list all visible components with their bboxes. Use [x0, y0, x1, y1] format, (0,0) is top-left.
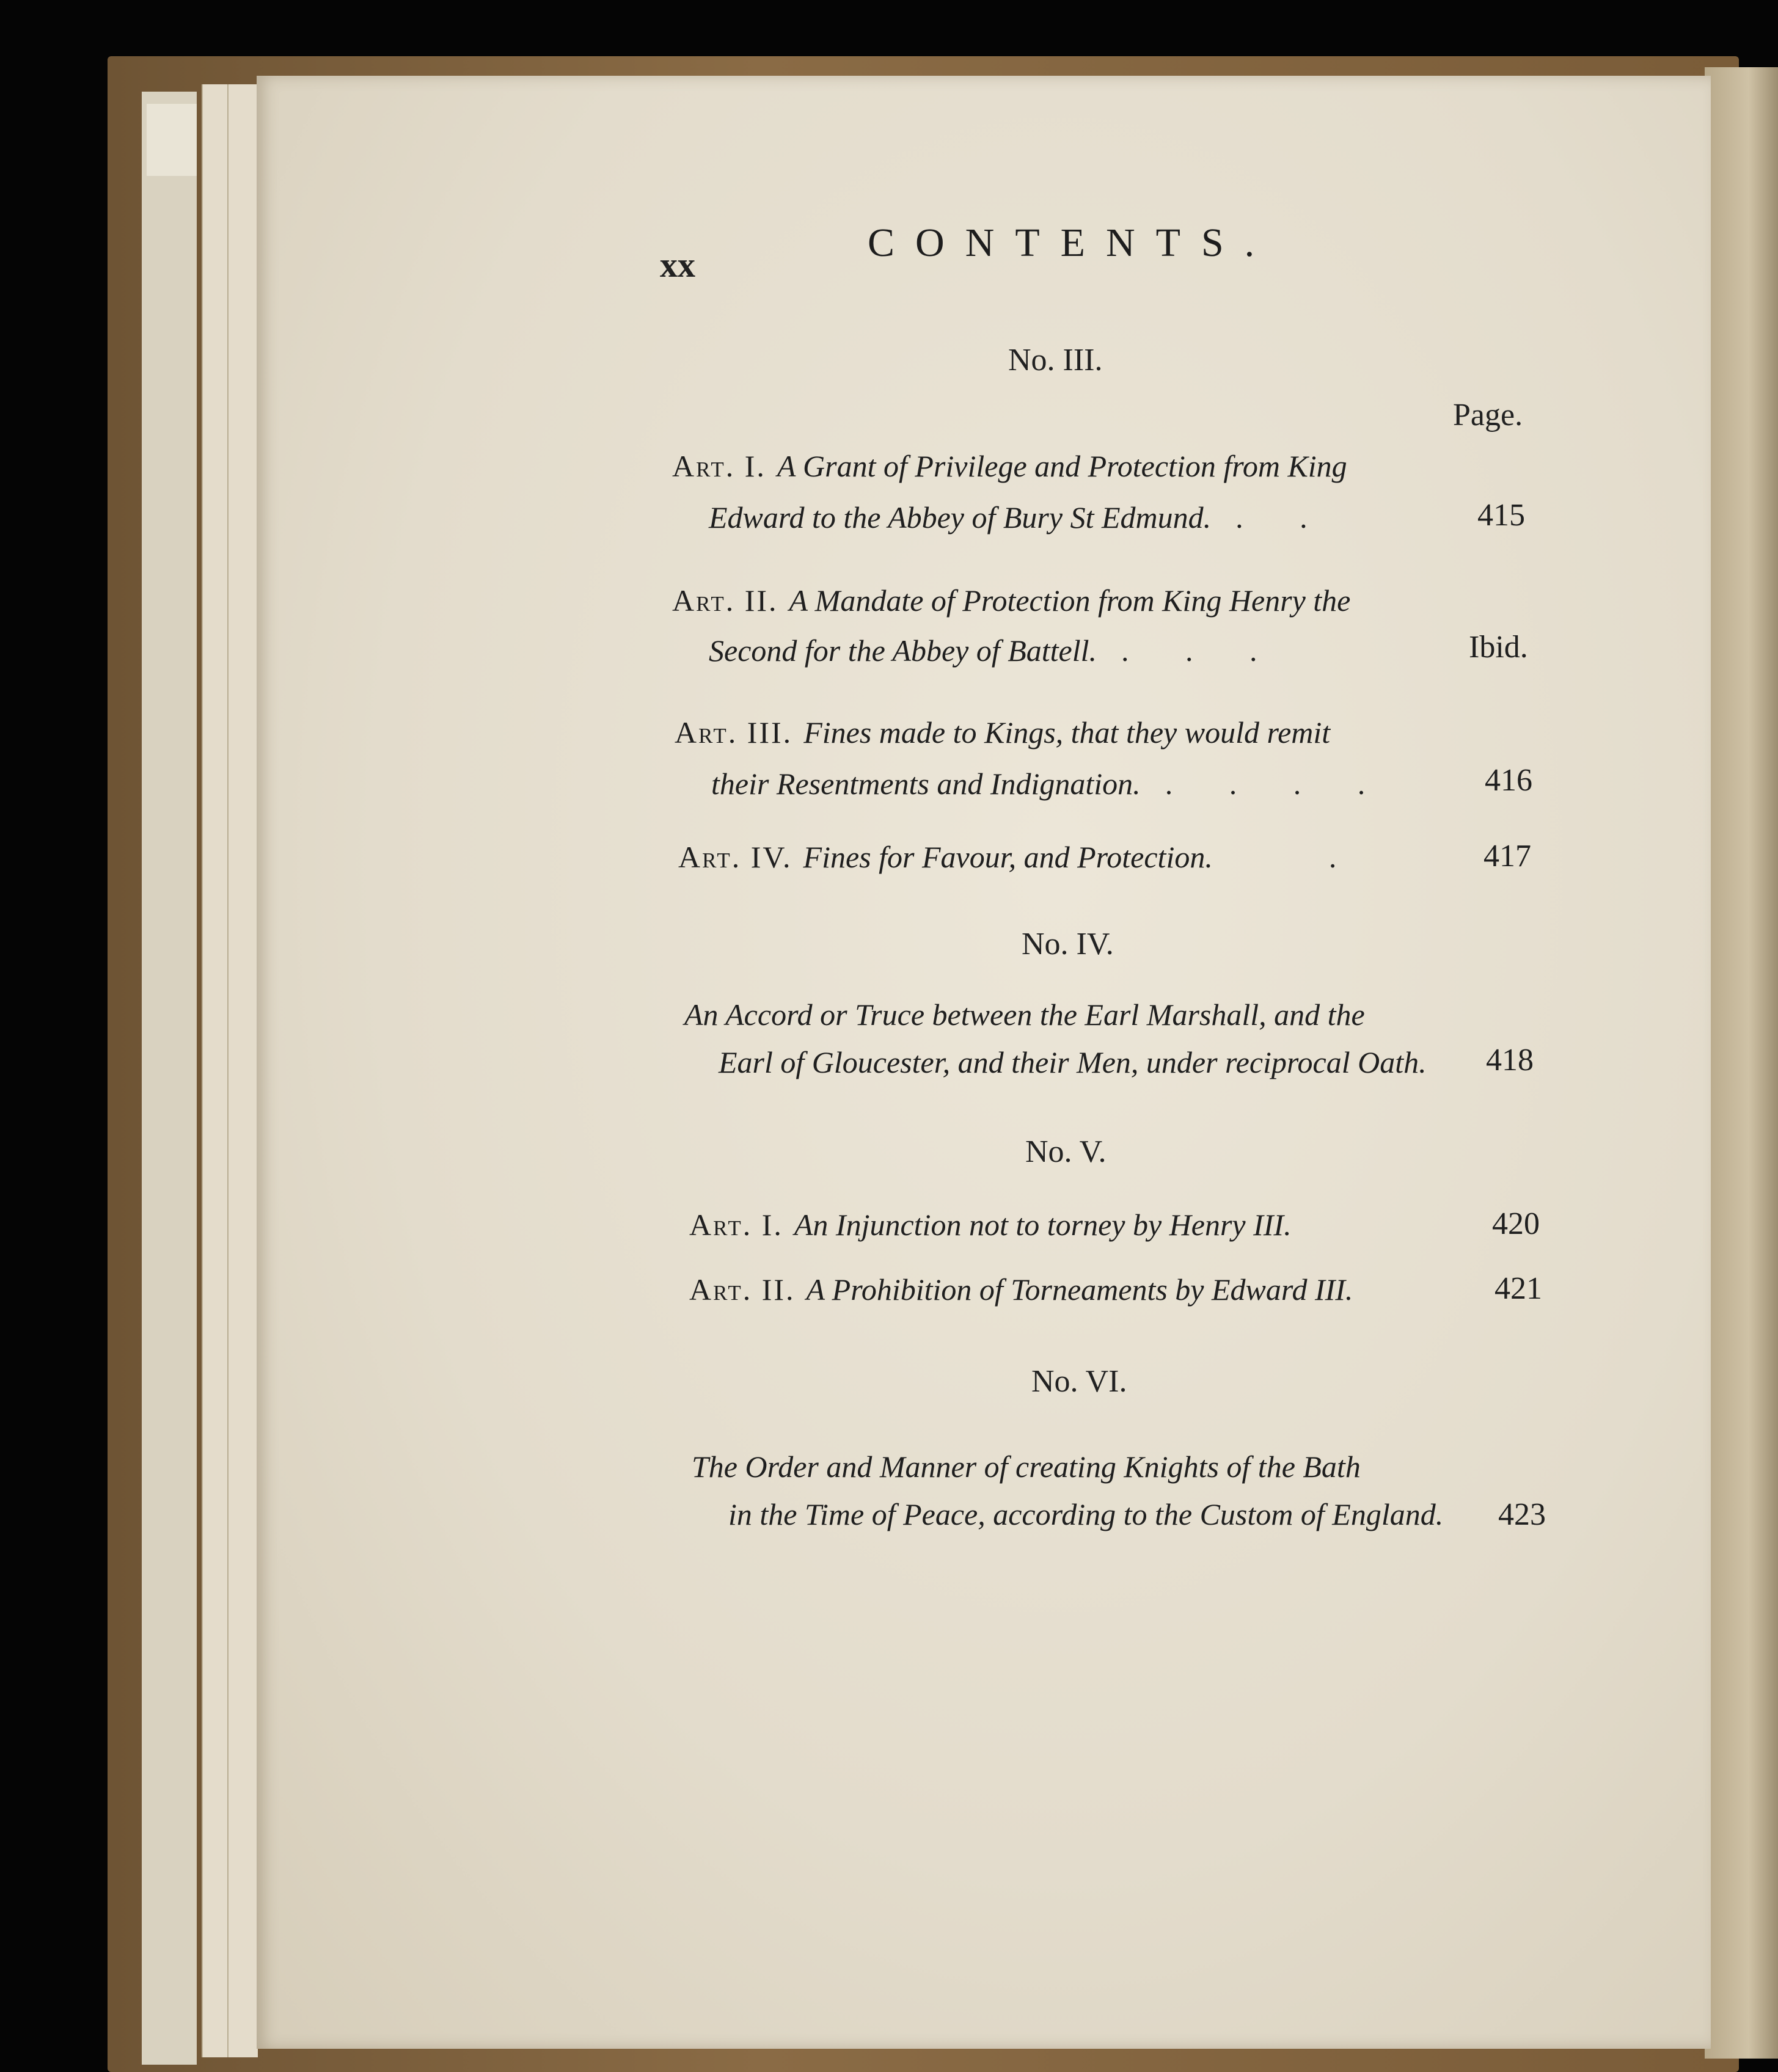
- toc-entry-line: [709, 500, 1332, 535]
- facing-page-edge: [1705, 67, 1778, 2059]
- inner-board: [142, 92, 197, 2065]
- toc-entry-line: [709, 633, 1282, 668]
- entry-title: An Injunction not to torney by Henry III.: [794, 1208, 1292, 1242]
- entry-title: A Prohibition of Torneaments by Edward III.: [806, 1272, 1353, 1307]
- entry-title: Fines for Favour, and Protection.: [803, 840, 1213, 874]
- entry-title: Second for the Abbey of Battell.: [709, 633, 1097, 668]
- entry-title: A Mandate of Protection from King Henry the: [789, 583, 1351, 618]
- entry-page-number: 417: [1483, 839, 1531, 874]
- toc-entry-line: [684, 997, 1365, 1032]
- entry-title: An Accord or Truce between the Earl Marshall, and the: [684, 998, 1365, 1032]
- leader-dots: .: [1328, 840, 1361, 874]
- section-heading: No. V.: [1025, 1134, 1107, 1169]
- entry-title: in the Time of Peace, according to the Custom of England.: [728, 1497, 1444, 1531]
- article-label: Art. II.: [672, 583, 778, 618]
- page-column-heading: Page.: [1453, 398, 1523, 432]
- entry-title: Earl of Gloucester, and their Men, under reciprocal Oath.: [719, 1045, 1427, 1079]
- running-head: CONTENTS.: [868, 221, 1276, 265]
- leader-dots: . . . .: [1165, 767, 1390, 801]
- article-label: Art. IV.: [678, 840, 792, 874]
- toc-entry-line: [672, 448, 1347, 484]
- toc-entry-line: [678, 839, 1361, 875]
- entry-title: their Resentments and Indignation.: [711, 767, 1141, 801]
- entry-title: Fines made to Kings, that they would remit: [803, 715, 1331, 750]
- leader-dots: . . .: [1121, 633, 1282, 668]
- toc-entry-line: [675, 715, 1330, 750]
- article-label: Art. I.: [672, 449, 766, 483]
- section-heading: No. IV.: [1022, 927, 1114, 961]
- section-heading: No. VI.: [1031, 1364, 1127, 1399]
- article-label: Art. I.: [689, 1208, 783, 1242]
- entry-page-number: 415: [1477, 498, 1525, 533]
- toc-entry-line: [689, 1272, 1353, 1307]
- toc-entry-line: [711, 766, 1389, 801]
- toc-entry-line: [728, 1497, 1443, 1532]
- entry-page-number: 423: [1498, 1497, 1546, 1532]
- article-label: Art. III.: [675, 715, 793, 750]
- entry-title: The Order and Manner of creating Knights of the Bath: [692, 1450, 1361, 1484]
- article-label: Art. II.: [689, 1272, 796, 1307]
- toc-entry-line: [719, 1045, 1427, 1080]
- entry-title: A Grant of Privilege and Protection from King: [777, 449, 1347, 483]
- toc-entry-line: [692, 1449, 1361, 1484]
- entry-page-number: 416: [1485, 763, 1532, 798]
- board-label-tab: [147, 104, 197, 176]
- toc-entry-line: [672, 583, 1350, 618]
- toc-entry-line: [689, 1207, 1292, 1242]
- entry-page-number: Ibid.: [1469, 630, 1528, 665]
- page-number: xx: [660, 245, 695, 285]
- page-stack: [227, 84, 258, 2057]
- book-page: [257, 76, 1711, 2049]
- leader-dots: . .: [1235, 500, 1332, 534]
- entry-page-number: 421: [1494, 1271, 1542, 1306]
- entry-page-number: 418: [1486, 1043, 1534, 1078]
- entry-page-number: 420: [1492, 1206, 1540, 1241]
- entry-title: Edward to the Abbey of Bury St Edmund.: [709, 500, 1212, 534]
- section-heading: No. III.: [1008, 343, 1103, 378]
